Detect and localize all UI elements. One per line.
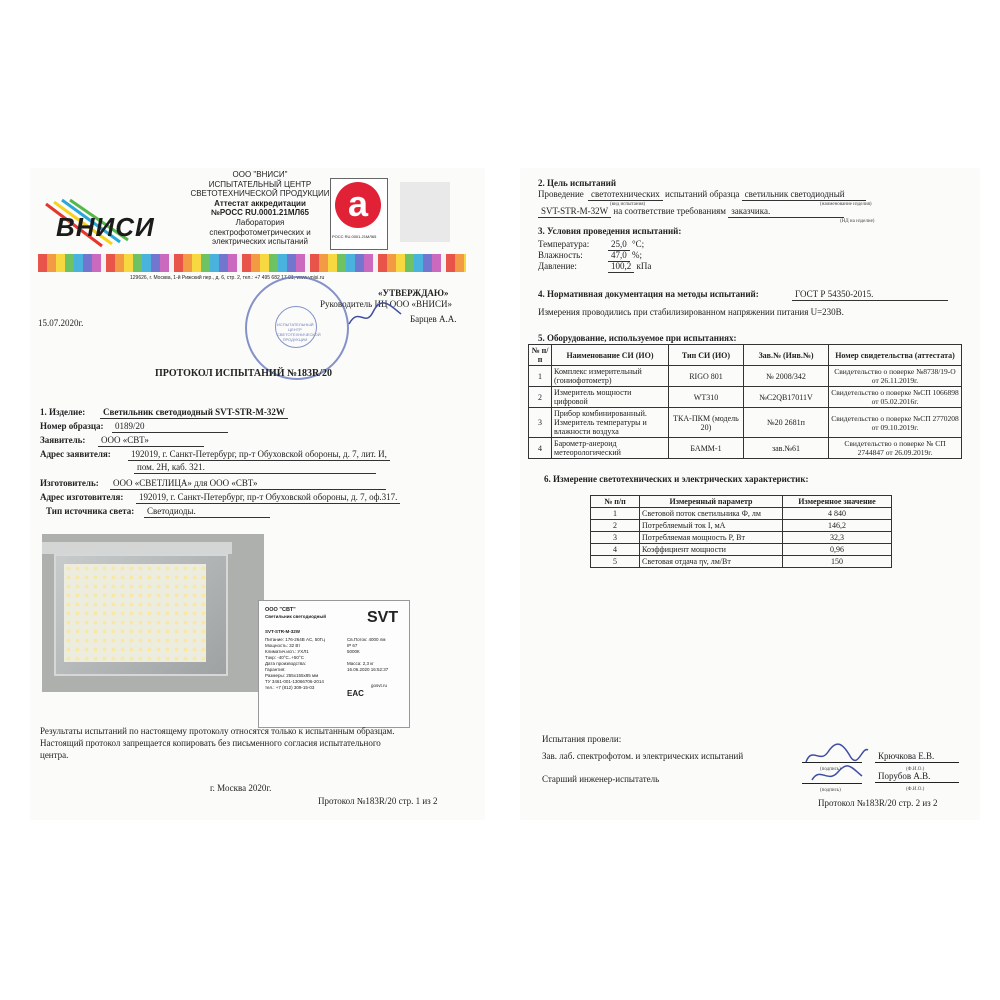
table-cell: ТКА-ПКМ (модель 20) xyxy=(669,408,744,438)
table-cell: Измеритель мощности цифровой xyxy=(552,387,669,408)
humidity-label: Влажность: xyxy=(538,250,583,260)
fio-caption-1: (Ф.И.О.) xyxy=(906,767,925,772)
label-spec: Климатич.исп.: УХЛ1 xyxy=(265,649,309,654)
table-cell: зав.№61 xyxy=(744,438,829,459)
eac-mark-icon: EAC xyxy=(347,689,364,698)
signer-role-1: Зав. лаб. спектрофотом. и электрических испытаний xyxy=(542,751,744,761)
humidity-value: 47,0 %; xyxy=(608,250,642,262)
sample-label: Номер образца: xyxy=(40,421,104,431)
item-caption: (наименование изделия) xyxy=(820,202,872,207)
approval-title: «УТВЕРЖДАЮ» xyxy=(378,288,449,298)
label-spec-right: IP 67 xyxy=(347,643,358,648)
light-source-value: Светодиоды. xyxy=(144,506,270,518)
org-header xyxy=(190,170,330,247)
signer-name-1: Крючкова Е.В. xyxy=(878,751,935,761)
table-cell: 32,3 xyxy=(783,532,892,544)
table-cell: 146,2 xyxy=(783,520,892,532)
signer-role-2: Старший инженер-испытатель xyxy=(542,774,660,784)
table-row xyxy=(591,520,892,532)
label-spec: ТУ 3461-001-13066706-2014 xyxy=(265,679,324,684)
org-line: Аттестат аккредитации xyxy=(214,198,306,208)
table-row xyxy=(591,556,892,568)
table-cell: Свидетельство о поверке № СП 2744847 от 26.09.2019г. xyxy=(829,438,962,459)
label-spec: Размеры: 255х155х85 мм xyxy=(265,673,319,678)
table-cell: Световая отдача ηv, лм/Вт xyxy=(640,556,783,568)
section6-title: 6. Измерение светотехнических и электрических характеристик: xyxy=(544,474,809,484)
temp-value: 25,0 °C; xyxy=(608,239,644,251)
section2-line-2: SVT-STR-M-32W на соответствие требованиям заказчика. xyxy=(538,206,844,218)
approval-name: Барцев А.А. xyxy=(410,314,457,324)
table-header: № п/п xyxy=(529,345,552,366)
org-line: №РОСС RU.0001.21МЛ65 xyxy=(210,208,310,218)
accreditation-caption: РОСС RU.0001.21МЛ65 xyxy=(332,234,377,239)
table-cell: 3 xyxy=(591,532,640,544)
light-source-label: Тип источника света: xyxy=(46,506,135,516)
label-spec-right: 5000К xyxy=(347,649,360,654)
applicant-address-value: 192019, г. Санкт-Петербург, пр-т Обуховской обороны, д. 7, лит. И, xyxy=(128,449,390,461)
table-header-row xyxy=(591,496,892,508)
section4-note: Измерения проводились при стабилизированном напряжении питания U=230В. xyxy=(538,307,844,317)
table-row xyxy=(529,366,962,387)
maker-address-label: Адрес изготовителя: xyxy=(40,492,124,502)
table-cell: RIGO 801 xyxy=(669,366,744,387)
section2-line: Проведение светотехнических испытаний образца светильник светодиодный xyxy=(538,189,866,201)
name-line-2 xyxy=(875,782,959,783)
rainbow-banner xyxy=(38,254,466,272)
sign-caption-1: (подпись) xyxy=(820,767,841,772)
approval-role: Руководитель ИЦ ООО «ВНИСИ» xyxy=(320,299,453,309)
table-row xyxy=(529,438,962,459)
sign-caption-2: (подпись) xyxy=(820,788,841,793)
table-cell: 4 840 xyxy=(783,508,892,520)
label-spec: Питание: 176-264В AC, 50Гц xyxy=(265,637,325,642)
protocol-page-2 xyxy=(520,168,980,820)
pressure-label: Давление: xyxy=(538,261,577,271)
protocol-date: 15.07.2020г. xyxy=(38,318,84,328)
maker-address-value: 192019, г. Санкт-Петербург, пр-т Обуховской обороны, д. 7, оф.317. xyxy=(136,492,400,504)
accreditation-a-icon: a xyxy=(335,182,381,228)
table-cell: Комплекс измерительный (гониофотометр) xyxy=(552,366,669,387)
footer-note-2: Настоящий протокол запрещается копировать без письменного согласия испытательного xyxy=(40,738,381,748)
label-product: Светильник светодиодный xyxy=(265,614,326,619)
maker-value: ООО «СВЕТЛИЦА» для ООО «СВТ» xyxy=(110,478,386,490)
section3-title: 3. Условия проведения испытаний: xyxy=(538,226,682,236)
table-header: Номер свидетельства (аттестата) xyxy=(829,345,962,366)
page-number-1: Протокол №183R/20 стр. 1 из 2 xyxy=(318,796,438,806)
table-cell: 0,96 xyxy=(783,544,892,556)
item-label: 1. Изделие: xyxy=(40,407,86,417)
applicant-address-label: Адрес заявителя: xyxy=(40,449,111,459)
org-line: СВЕТОТЕХНИЧЕСКОЙ ПРОДУКЦИИ xyxy=(190,189,330,199)
table-cell: 3 xyxy=(529,408,552,438)
doc-caption: (НД на изделие) xyxy=(840,219,875,224)
section4-value: ГОСТ Р 54350-2015. xyxy=(792,289,948,301)
label-spec: Мощность: 32 Вт xyxy=(265,643,301,648)
test-type-caption: (вид испытания) xyxy=(610,202,646,207)
table-cell: WT310 xyxy=(669,387,744,408)
table-cell: № 2008/342 xyxy=(744,366,829,387)
footer-note-1: Результаты испытаний по настоящему протоколу относятся только к испытанным образцам. xyxy=(40,726,395,736)
table-row xyxy=(529,408,962,438)
signature-2-icon xyxy=(808,764,868,786)
applicant-label: Заявитель: xyxy=(40,435,86,445)
table-cell: 4 xyxy=(529,438,552,459)
table-header: Измеренное значение xyxy=(783,496,892,508)
section4-title: 4. Нормативная документация на методы испытаний: xyxy=(538,289,759,299)
org-line: Лаборатория xyxy=(235,217,285,227)
vnisi-logo xyxy=(42,198,190,252)
table-cell: Барометр-анероид метеорологический xyxy=(552,438,669,459)
product-label-photo xyxy=(258,600,410,728)
pressure-value: 100,2 кПа xyxy=(608,261,651,273)
table-header: № п/п xyxy=(591,496,640,508)
org-line: ООО "ВНИСИ" xyxy=(232,170,288,179)
luminaire-photo xyxy=(42,534,264,692)
table-row xyxy=(591,508,892,520)
fio-caption-2: (Ф.И.О.) xyxy=(906,787,925,792)
table-cell: Световой поток светильника Ф, лм xyxy=(640,508,783,520)
table-header-row xyxy=(529,345,962,366)
table-cell: 2 xyxy=(529,387,552,408)
table-row xyxy=(591,532,892,544)
label-spec: Tокр: -40°С..+50°С xyxy=(265,655,304,660)
temp-label: Температура: xyxy=(538,239,590,249)
table-header: Тип СИ (ИО) xyxy=(669,345,744,366)
section5-title: 5. Оборудование, используемое при испытаниях: xyxy=(538,333,737,343)
table-cell: №C2QB17011V xyxy=(744,387,829,408)
label-company: ООО "СВТ" xyxy=(265,607,296,613)
applicant-address-value-2: пом. 2Н, каб. 321. xyxy=(134,462,376,474)
header-address: 129626, г. Москва, 1-й Рижский пер., д. 6, стр. 2, тел.: +7 495 682 17 01, www.vnisi.ru xyxy=(130,275,325,281)
table-cell: Потребляемая мощность P, Вт xyxy=(640,532,783,544)
section2-title: 2. Цель испытаний xyxy=(538,178,617,188)
label-spec: Дата производства: xyxy=(265,661,307,666)
protocol-title: ПРОТОКОЛ ИСПЫТАНИЙ №183R/20 xyxy=(155,368,333,379)
page-number-2: Протокол №183R/20 стр. 2 из 2 xyxy=(818,798,938,808)
org-line: ИСПЫТАТЕЛЬНЫЙ ЦЕНТР xyxy=(208,179,312,189)
name-line-1 xyxy=(875,762,959,763)
table-row xyxy=(529,387,962,408)
table-header: Зав.№ (Инв.№) xyxy=(744,345,829,366)
maker-label: Изготовитель: xyxy=(40,478,99,488)
table-cell: 4 xyxy=(591,544,640,556)
stamp-text: ИСПЫТАТЕЛЬНЫЙ ЦЕНТР СВЕТОТЕХНИЧЕСКОЙ ПРОДУКЦИИ xyxy=(277,322,321,342)
table-cell: Прибор комбинированный. Измеритель температуры и влажности воздуха xyxy=(552,408,669,438)
svt-logo: SVT xyxy=(367,609,399,626)
label-model: SVT-STR-M-32W xyxy=(265,629,301,634)
table-cell: БАММ-1 xyxy=(669,438,744,459)
sample-value: 0189/20 xyxy=(112,421,228,433)
table-row xyxy=(591,544,892,556)
table-cell: 150 xyxy=(783,556,892,568)
table-cell: 1 xyxy=(591,508,640,520)
table-cell: Коэффициент мощности xyxy=(640,544,783,556)
label-spec: тел.: +7 (812) 309-15-03 xyxy=(265,685,315,690)
table-cell: 2 xyxy=(591,520,640,532)
table-cell: Свидетельство о поверке №СП 1066898 от 05.02.2016г. xyxy=(829,387,962,408)
city-year: г. Москва 2020г. xyxy=(210,783,272,793)
table-cell: 1 xyxy=(529,366,552,387)
label-site: gosvt.ru xyxy=(371,683,388,688)
label-spec-right: Св.Поток: 4000 лм xyxy=(347,637,386,642)
approval-signature-icon xyxy=(345,302,405,330)
table-header: Измеренный параметр xyxy=(640,496,783,508)
label-spec-right: Масса: 2,3 кг xyxy=(347,661,374,666)
label-spec: Гарантия: xyxy=(265,667,286,672)
measurements-table xyxy=(590,495,892,568)
table-cell: Свидетельство о поверке №СП 2770208 от 09.10.2019г. xyxy=(829,408,962,438)
signatures-title: Испытания провели: xyxy=(542,734,622,744)
signer-name-2: Порубов А.В. xyxy=(878,771,931,781)
ilac-logo-icon xyxy=(400,182,450,242)
protocol-page-1 xyxy=(30,168,485,820)
applicant-value: ООО «СВТ» xyxy=(98,435,204,447)
table-cell: 5 xyxy=(591,556,640,568)
footer-note-3: центра. xyxy=(40,750,69,760)
label-spec-right: 16.06.2020 16:52:37 xyxy=(347,667,389,672)
org-line: электрических испытаний xyxy=(212,237,308,247)
item-value: Светильник светодиодный SVT-STR-M-32W xyxy=(100,407,288,419)
table-cell: Потребляемый ток I, мА xyxy=(640,520,783,532)
table-header: Наименование СИ (ИО) xyxy=(552,345,669,366)
org-line: спектрофотометрических и xyxy=(209,227,311,237)
table-cell: №20 2681п xyxy=(744,408,829,438)
seal-stamp-icon xyxy=(245,276,349,380)
table-cell: Свидетельство о поверке №8738/19-О от 26.11.2019г. xyxy=(829,366,962,387)
logo-text: ВНИСИ xyxy=(56,212,155,242)
equipment-table xyxy=(528,344,962,459)
